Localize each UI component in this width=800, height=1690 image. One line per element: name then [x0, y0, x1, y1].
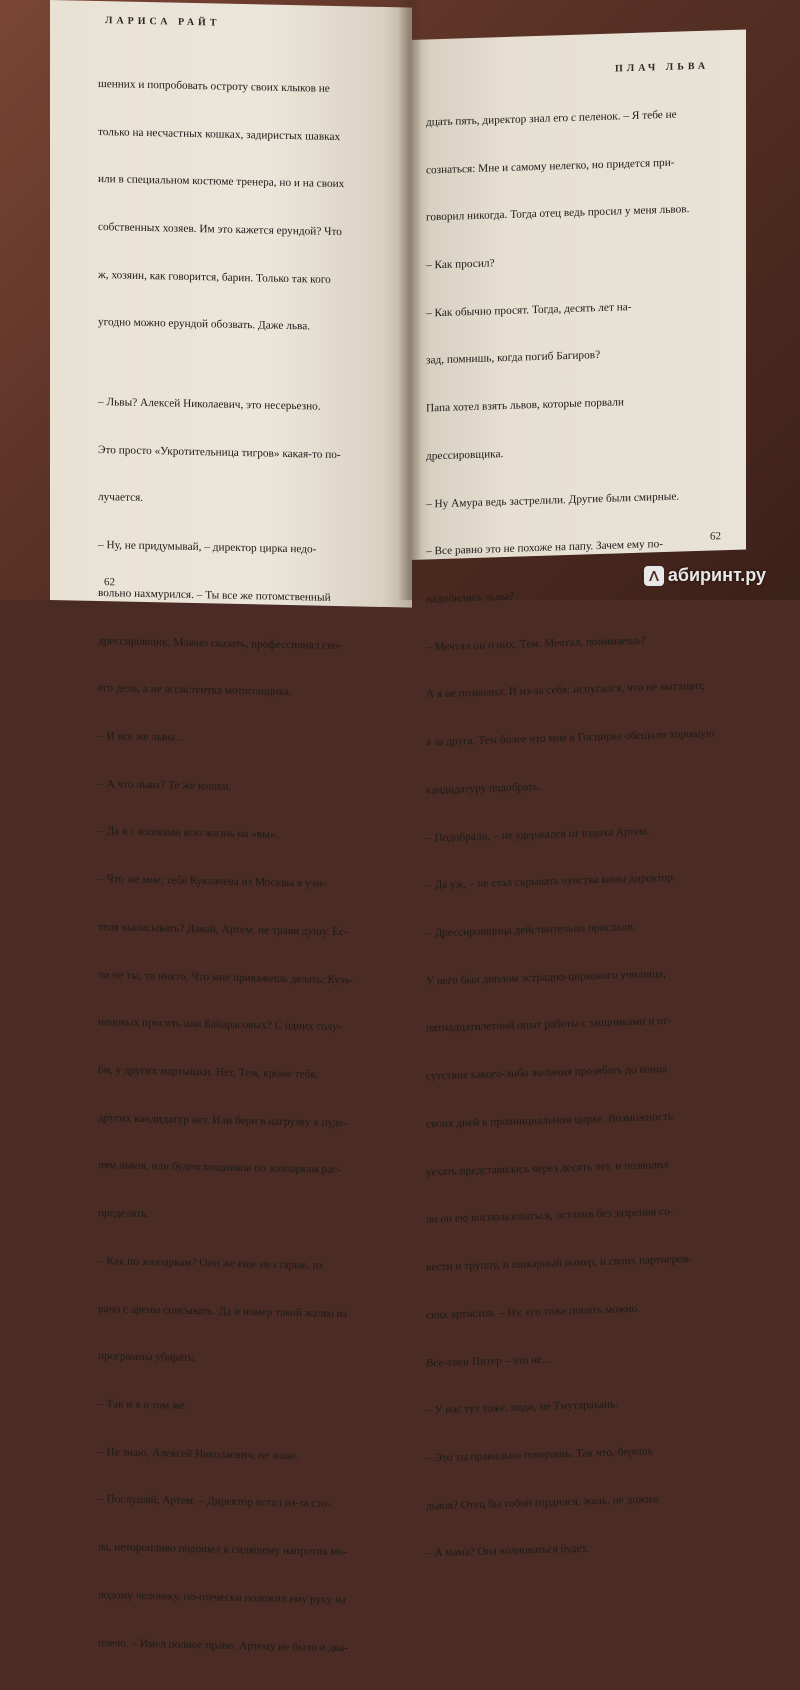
text-line: – Да уж, – не стал скрывать чувства вины директор.	[426, 871, 676, 892]
text-line: дрессировщик. Можно сказать, профессионал сво-	[98, 634, 342, 652]
text-line: кандидатуру подобрать.	[426, 780, 541, 797]
text-line: Папа хотел взять львов, которые порвали	[426, 396, 624, 415]
text-line: – Послушай, Артем. – Директор встал из-за сто-	[98, 1493, 331, 1511]
text-line: – И все же львы...	[98, 729, 184, 744]
text-line: надобились львы?	[426, 590, 514, 606]
text-line: вольно нахмурился. – Ты все же потомственный	[98, 586, 331, 604]
text-line: – Да я с кошками всю жизнь на «вы».	[98, 825, 279, 842]
text-line: – Все равно это не похоже на папу. Зачем ему по-	[426, 538, 663, 558]
text-line: – Как просил?	[426, 257, 495, 272]
text-line: Все-таки Питер – это не...	[426, 1353, 551, 1369]
right-running-head: ПЛАЧ ЛЬВА	[615, 60, 710, 75]
right-page-number: 62	[710, 530, 721, 543]
text-line: своих дней в провинциальном цирке. Возможность	[426, 1110, 673, 1131]
text-line: лодому человеку, по-отечески положил ему руку на	[98, 1588, 347, 1607]
text-line: – Как обычно просят. Тогда, десять лет на-	[426, 300, 632, 320]
text-line: У него был диплом эстрадно-циркового училища,	[426, 967, 666, 988]
text-line: А я не позволил. И из-за себя: испугался, что не вытащит,	[426, 680, 705, 701]
text-line: лям львов, или будем хищников по зоопаркам рас-	[98, 1159, 341, 1177]
text-line: ли он ею воспользоваться, оставив без зазрения со-	[426, 1206, 674, 1226]
text-line: сутствие какого-либо желания прозябать до конца	[426, 1063, 668, 1083]
text-line: – Так и я о том же.	[98, 1398, 188, 1412]
text-line: пределять.	[98, 1207, 150, 1221]
text-line: – Ну Амура ведь застрелили. Другие были смирные.	[426, 490, 680, 511]
right-page-text	[426, 74, 714, 1594]
text-line: программы убирать.	[98, 1350, 196, 1365]
text-line: ских артистов. – Ну, его тоже понять можно.	[426, 1302, 640, 1322]
text-line: собственных хозяев. Им это кажется ерундой? Что	[98, 220, 342, 239]
text-line: теля выписывать? Давай, Артем, не трави душу. Ес-	[98, 920, 348, 939]
text-line: уехать представилась через десять лет, и позволил	[426, 1158, 669, 1179]
text-line: шенних и попробовать остроту своих клыков не	[98, 77, 330, 95]
text-line: – Мечтал он о них, Тем. Мечтал, понимаешь?	[426, 634, 646, 654]
text-line: Это просто «Укротительница тигров» какая-то по-	[98, 443, 341, 461]
text-line: львов? Отец бы тобой гордился, жаль, не дожил.	[426, 1492, 661, 1513]
left-running-head: ЛАРИСА РАЙТ	[105, 15, 221, 29]
text-line: – У нас тут тоже, поди, не Тмутаракань.	[426, 1398, 619, 1417]
text-line: ла, неторопливо подошел к сидящему напротив мо-	[98, 1541, 347, 1559]
text-line: вести и труппу, и шикарный номер, и своих партнеров-	[426, 1253, 693, 1274]
text-line	[98, 363, 353, 368]
text-line: плечо. – Имел полное право: Артему не было и два-	[98, 1636, 349, 1654]
text-line: – Что же мне, тебе Куклачева из Москвы в учи-	[98, 873, 327, 890]
text-line: – А что львы? Те же кошки.	[98, 777, 232, 793]
text-line: – Дрессировщица действительно прислали.	[426, 920, 636, 940]
text-line: угодно можно ерундой обозвать. Даже льва.	[98, 316, 311, 333]
text-line: его дела, а не ассистентка мотогонщика.	[98, 682, 292, 699]
text-line: или в специальном костюме тренера, но и на своих	[98, 173, 345, 191]
text-line: говорил никогда. Тогда отец ведь просил у меня львов.	[426, 203, 690, 224]
text-line: – Как по зоопаркам? Они же еще не старые, их	[98, 1254, 325, 1272]
watermark-text: абиринт.ру	[667, 565, 766, 585]
left-page-text	[98, 45, 353, 1689]
text-line: а за друга. Тем более что мне в Госцирке обещали хорошую	[426, 727, 715, 749]
text-line: сознаться: Мне и самому нелегко, но придется при-	[426, 156, 675, 177]
book-gutter-shadow	[398, 0, 422, 600]
labirint-logo-icon	[644, 566, 664, 586]
left-page	[50, 0, 412, 1654]
text-line: ж, хозяин, как говорится, барин. Только так кого	[98, 268, 331, 286]
text-line: – Львы? Алексей Николаевич, это несерьезно.	[98, 395, 321, 413]
text-line: рано с арены списывать. Да и номер такой жалко из	[98, 1302, 348, 1320]
text-line: дцать пять, директор знал его с пеленок. – Я тебе не	[426, 108, 677, 129]
text-line: – Ну, не придумывай, – директор цирка недо-	[98, 539, 317, 556]
text-line: пятнадцатилетний опыт работы с хищниками и от-	[426, 1015, 672, 1035]
text-line: ли не ты, то никто. Что мне прикажешь делать: Кузь-	[98, 968, 354, 986]
text-line: – А мама? Она волноваться будет.	[426, 1542, 589, 1560]
text-line: дрессировщика.	[426, 447, 504, 463]
text-line: зад, помнишь, когда погиб Багиров?	[426, 349, 601, 367]
text-line: – Это ты правильно говоришь. Так что, берешь	[426, 1445, 653, 1465]
left-page-number: 62	[104, 576, 115, 589]
text-line: нецовых просить или Байарасовых? С одних голу-	[98, 1016, 342, 1034]
text-line: других кандидатур нет. Или бери в нагрузку к пуде-	[98, 1111, 348, 1129]
text-line: только на несчастных кошках, задиристых шавках	[98, 125, 341, 143]
text-line: лучается.	[98, 491, 144, 505]
text-line: – Подобрали, – не удержался от вздоха Артем.	[426, 825, 650, 845]
text-line: – Не знаю, Алексей Николаевич, не знаю.	[98, 1445, 299, 1462]
text-line: би, у других мартышки. Нет, Тем, кроме тебя,	[98, 1064, 319, 1081]
labirint-watermark	[644, 565, 766, 586]
